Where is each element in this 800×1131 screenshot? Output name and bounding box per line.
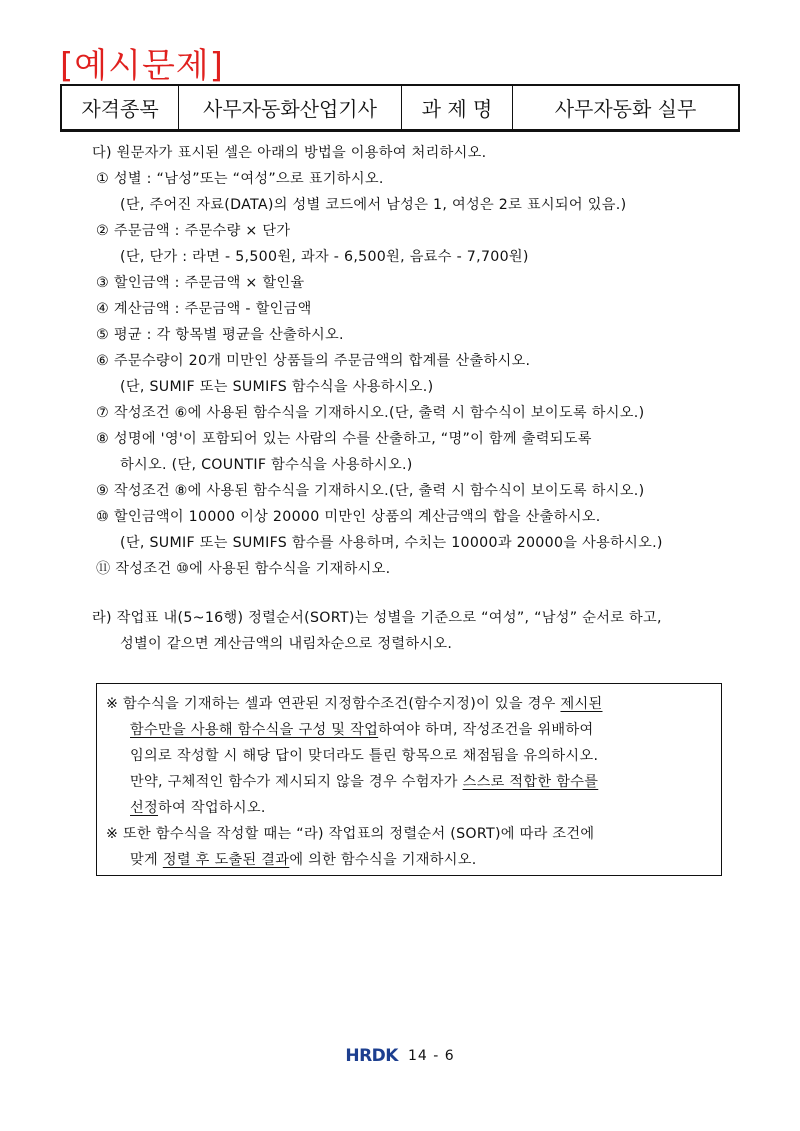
condition-9: ⑨ 작성조건 ⑧에 사용된 함수식을 기재하시오.(단, 출력 시 함수식이 보이도록 하시오.) [96, 483, 645, 499]
task-name-label: 과 제 명 [402, 85, 513, 131]
hrdk-logo: HRDK [345, 1046, 398, 1066]
condition-2: ② 주문금액 : 주문수량 × 단가 [96, 223, 291, 239]
exam-info-table [60, 84, 740, 132]
condition-4: ④ 계산금액 : 주문금액 - 할인금액 [96, 301, 312, 317]
exam-subject-value: 사무자동화산업기사 [179, 85, 402, 131]
notice-line-7 [130, 850, 477, 870]
notice-text: 만약, 구체적인 함수가 제시되지 않을 경우 수험자가 [130, 774, 463, 790]
condition-1-note: (단, 주어진 자료(DATA)의 성별 코드에서 남성은 1, 여성은 2로 표시되어 있음.) [120, 197, 627, 213]
notice-text: ※ 함수식을 기재하는 셀과 연관된 지정함수조건(함수지정)이 있을 경우 [106, 696, 561, 712]
notice-text: 하여 작업하시오. [158, 800, 266, 816]
condition-2-note: (단, 단가 : 라면 - 5,500원, 과자 - 6,500원, 음료수 - 7,700원) [120, 249, 529, 265]
condition-8-note: 하시오. (단, COUNTIF 함수식을 사용하시오.) [120, 457, 413, 473]
notice-emphasis: 제시된 [560, 696, 603, 712]
page-footer [0, 1046, 800, 1066]
notice-line-5 [130, 798, 266, 818]
section-ra-heading: 라) 작업표 내(5~16행) 정렬순서(SORT)는 성별을 기준으로 “여성”, “남성” 순서로 하고, [92, 610, 662, 626]
notice-emphasis: 선정 [130, 800, 159, 816]
condition-10: ⑩ 할인금액이 10000 이상 20000 미만인 상품의 계산금액의 합을 산출하시오. [96, 509, 601, 525]
exam-subject-label: 자격종목 [61, 85, 179, 131]
notice-text: 하여야 하며, 작성조건을 위배하여 [378, 722, 594, 738]
notice-line-6: ※ 또한 함수식을 작성할 때는 “라) 작업표의 정렬순서 (SORT)에 따라 조건에 [106, 826, 595, 842]
notice-emphasis: 함수만을 사용해 함수식을 구성 및 작업 [130, 722, 379, 738]
task-name-value: 사무자동화 실무 [513, 85, 740, 131]
notice-text: 맞게 [130, 852, 163, 868]
notice-line-3: 임의로 작성할 시 해당 답이 맞더라도 틀린 항목으로 채점됨을 유의하시오. [130, 748, 599, 764]
condition-6: ⑥ 주문수량이 20개 미만인 상품들의 주문금액의 합계를 산출하시오. [96, 353, 531, 369]
condition-1: ① 성별 : “남성”또는 “여성”으로 표기하시오. [96, 171, 384, 187]
condition-5: ⑤ 평균 : 각 항목별 평균을 산출하시오. [96, 327, 344, 343]
notice-line-2 [130, 720, 593, 740]
condition-11: ⑪ 작성조건 ⑩에 사용된 함수식을 기재하시오. [96, 561, 391, 577]
notice-line-1 [106, 694, 603, 714]
section-da-heading: 다) 원문자가 표시된 셀은 아래의 방법을 이용하여 처리하시오. [92, 145, 487, 161]
condition-10-note: (단, SUMIF 또는 SUMIFS 함수를 사용하며, 수치는 10000과 20000을 사용하시오.) [120, 535, 663, 551]
condition-7: ⑦ 작성조건 ⑥에 사용된 함수식을 기재하시오.(단, 출력 시 함수식이 보이도록 하시오.) [96, 405, 645, 421]
page-title: [예시문제] [60, 46, 224, 86]
page-number: 14 - 6 [407, 1048, 455, 1064]
notice-line-4 [130, 772, 598, 792]
condition-6-note: (단, SUMIF 또는 SUMIFS 함수식을 사용하시오.) [120, 379, 434, 395]
condition-3: ③ 할인금액 : 주문금액 × 할인율 [96, 275, 305, 291]
notice-text: 에 의한 함수식을 기재하시오. [289, 852, 477, 868]
section-ra-continued: 성별이 같으면 계산금액의 내림차순으로 정렬하시오. [120, 636, 453, 652]
condition-8: ⑧ 성명에 '영'이 포함되어 있는 사람의 수를 산출하고, “명”이 함께 출력되도록 [96, 431, 592, 447]
notice-emphasis: 스스로 적합한 함수를 [462, 774, 599, 790]
notice-emphasis: 정렬 후 도출된 결과 [162, 852, 290, 868]
